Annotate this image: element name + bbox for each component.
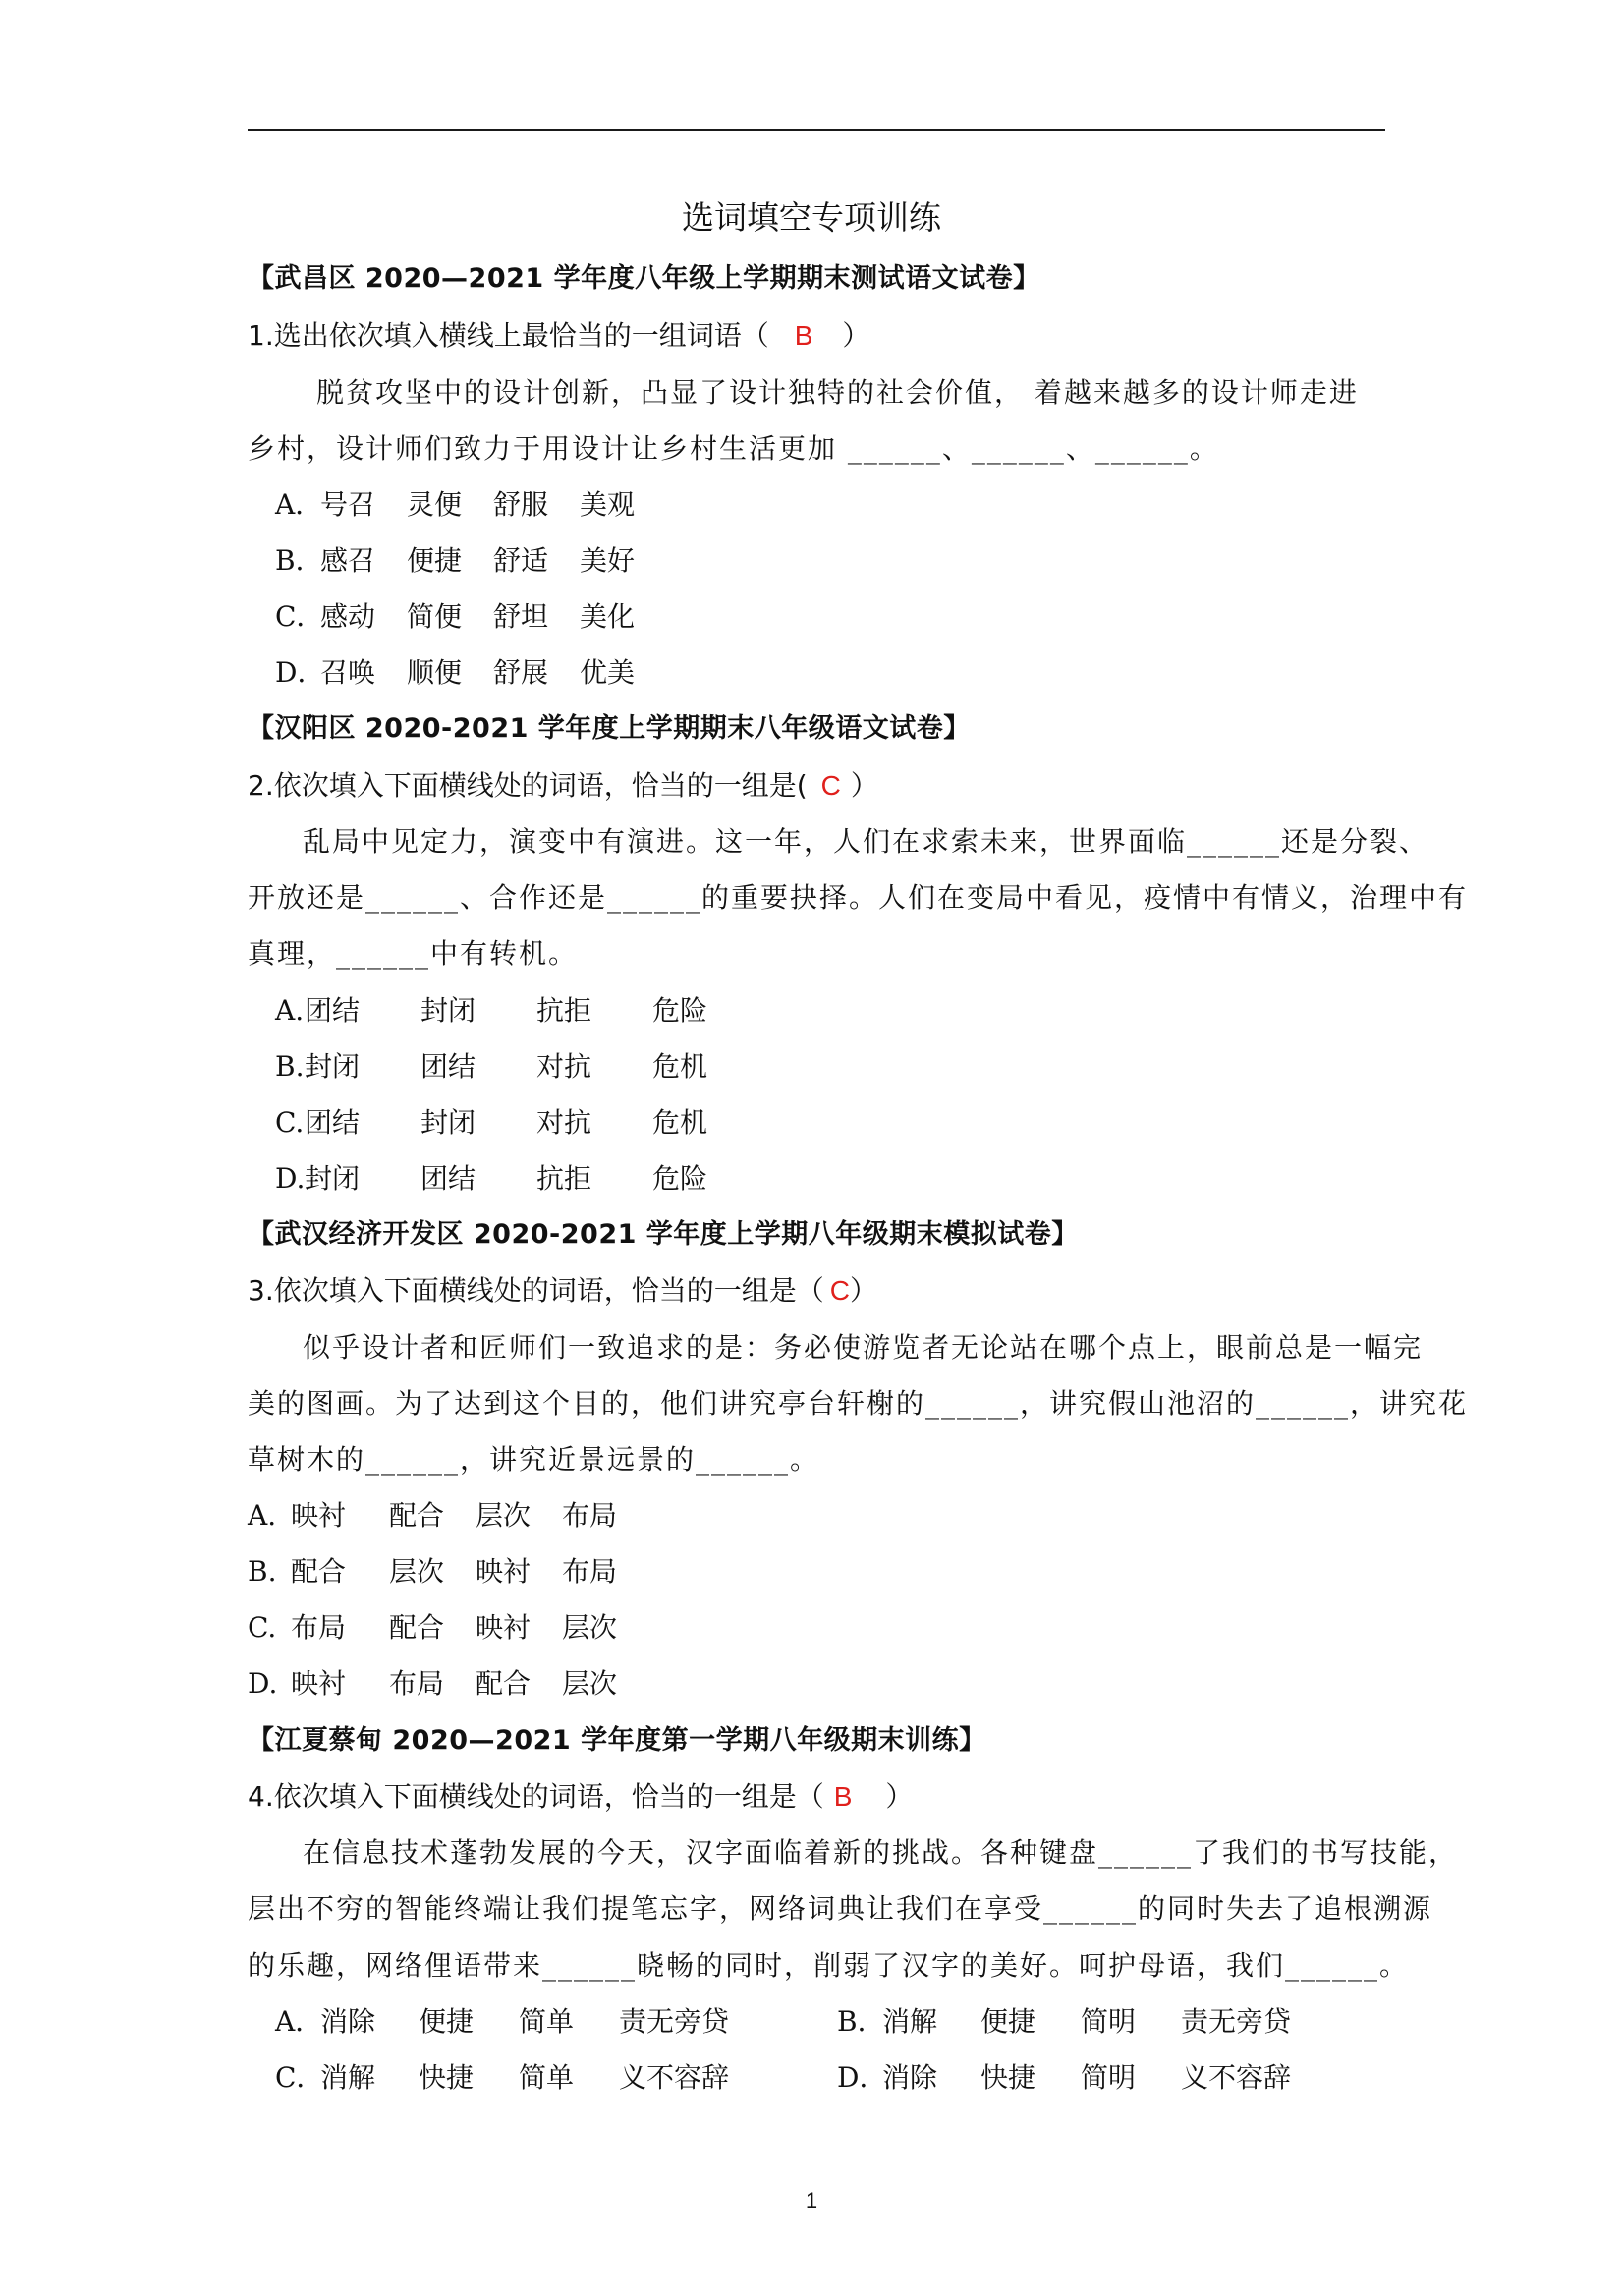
option-word: 舒适 [493,544,549,577]
option-letter: D. [275,1162,306,1195]
question-3-answer: C [829,1275,850,1306]
option-3d [248,1664,617,1704]
question-2-answer: C [820,770,841,801]
option-word: 危机 [652,1106,708,1139]
option-word: 配合 [389,1499,445,1532]
option-4d [837,2058,1291,2098]
option-1b [275,541,635,581]
option-word: 顺便 [407,656,463,689]
option-word: 层次 [562,1611,618,1644]
option-letter: B. [275,1050,305,1083]
question-4 [248,1777,913,1817]
option-word: 对抗 [536,1106,592,1139]
page-number: 1 [805,2188,818,2212]
option-word: 团结 [420,1050,476,1083]
question-2-passage-line-2: 开放还是______、合作还是______的重要抉择。人们在变局中看见，疫情中有情义，治理中有 [248,881,1469,914]
option-word: 层次 [562,1667,618,1700]
option-letter: A． [275,2005,323,2038]
section-3-source: 【武汉经济开发区 2020-2021 学年度上学期八年级期末模拟试卷】 [248,1219,1079,1250]
question-1-passage-line-2: 乡村，设计师们致力于用设计让乡村生活更加 ______、______、______。 [248,432,1219,465]
option-1a [275,485,635,525]
option-letter: A. [275,994,305,1027]
option-letter: B． [837,2005,885,2038]
option-word: 舒展 [493,656,549,689]
option-word: 团结 [305,1106,361,1139]
option-4c [275,2058,729,2098]
question-1 [248,316,869,356]
option-word: 责无旁贷 [1181,2005,1292,2038]
question-2-passage-line-1: 乱局中见定力，演变中有演进。这一年，人们在求索未来，世界面临______还是分裂、 [303,825,1429,858]
option-word: 层次 [476,1499,532,1532]
question-3-text: 3.依次填入下面横线处的词语，恰当的一组是（ [248,1274,824,1307]
option-word: 布局 [562,1499,618,1532]
option-word: 层次 [389,1555,445,1588]
option-word: 美化 [580,600,636,633]
option-2c [275,1103,707,1143]
question-3-passage-line-2: 美的图画。为了达到这个目的，他们讲究亭台轩榭的______，讲究假山池沼的______，讲究花 [248,1387,1469,1420]
question-2-text: 2.依次填入下面横线处的词语，恰当的一组是( [248,769,808,802]
option-word: 优美 [580,656,636,689]
option-word: 简明 [1081,2061,1137,2094]
question-4-passage-line-3: 的乐趣，网络俚语带来______晓畅的同时，削弱了汉字的美好。呵护母语，我们______。 [248,1949,1410,1982]
option-3b [248,1552,617,1592]
option-word: 危险 [652,994,708,1027]
question-4-text: 4.依次填入下面横线处的词语，恰当的一组是（ [248,1780,824,1813]
question-2-close: ） [850,769,878,802]
option-word: 封闭 [420,994,476,1027]
option-word: 封闭 [305,1050,361,1083]
option-word: 布局 [562,1555,618,1588]
section-2-source: 【汉阳区 2020-2021 学年度上学期期末八年级语文试卷】 [248,713,971,744]
question-1-text: 1.选出依次填入横线上最恰当的一组词语（ [248,319,769,352]
option-letter: B． [275,544,323,577]
option-letter: D． [275,656,325,689]
question-1-answer: B [794,320,813,351]
option-letter: D. [248,1667,278,1700]
section-4-source: 【江夏蔡甸 2020—2021 学年度第一学期八年级期末训练】 [248,1725,986,1756]
question-3-passage-line-1: 似乎设计者和匠师们一致追求的是：务必使游览者无论站在哪个点上，眼前总是一幅完 [303,1331,1424,1364]
question-3-close: ） [849,1274,877,1307]
option-letter: A. [248,1499,277,1532]
option-word: 感召 [320,544,376,577]
option-4a [275,2002,729,2042]
option-word: 召唤 [320,656,376,689]
option-word: 对抗 [536,1050,592,1083]
document-title: 选词填空专项训练 [682,198,941,237]
option-word: 便捷 [419,2005,475,2038]
option-letter: C. [275,1106,305,1139]
option-word: 布局 [291,1611,347,1644]
option-word: 简单 [519,2061,575,2094]
option-1d [275,653,635,693]
option-word: 感动 [320,600,376,633]
header-rule [248,129,1385,131]
question-3 [248,1271,877,1311]
option-word: 映衬 [476,1611,532,1644]
option-word: 团结 [305,994,361,1027]
question-1-close: ） [842,319,870,352]
option-2b [275,1047,707,1087]
option-word: 危机 [652,1050,708,1083]
question-4-passage-line-2: 层出不穷的智能终端让我们提笔忘字，网络词典让我们在享受______的同时失去了追根溯源 [248,1892,1433,1925]
option-word: 封闭 [305,1162,361,1195]
option-word: 抗拒 [536,994,592,1027]
question-4-close: ） [885,1780,914,1813]
option-word: 快捷 [980,2061,1036,2094]
option-word: 灵便 [407,488,463,521]
option-3a [248,1496,617,1536]
option-word: 美好 [580,544,636,577]
option-word: 配合 [291,1555,347,1588]
option-word: 配合 [476,1667,532,1700]
option-word: 封闭 [420,1106,476,1139]
option-word: 义不容辞 [1181,2061,1292,2094]
option-letter: B. [248,1555,277,1588]
option-word: 责无旁贷 [619,2005,730,2038]
question-4-passage-line-1: 在信息技术蓬勃发展的今天，汉字面临着新的挑战。各种键盘______了我们的书写技能， [303,1836,1459,1869]
option-letter: D． [837,2061,887,2094]
option-2d [275,1159,707,1199]
option-word: 映衬 [291,1667,347,1700]
option-word: 危险 [652,1162,708,1195]
option-word: 简单 [519,2005,575,2038]
option-word: 简明 [1081,2005,1137,2038]
option-letter: C． [275,600,324,633]
option-word: 号召 [320,488,376,521]
option-4b [837,2002,1291,2042]
option-word: 舒服 [493,488,549,521]
option-word: 义不容辞 [619,2061,730,2094]
option-word: 快捷 [419,2061,475,2094]
option-word: 布局 [389,1667,445,1700]
option-letter: C. [248,1611,277,1644]
option-1c [275,597,635,637]
option-word: 抗拒 [536,1162,592,1195]
option-2a [275,991,707,1031]
option-letter: C． [275,2061,324,2094]
option-3c [248,1608,617,1648]
option-word: 消解 [320,2061,376,2094]
option-word: 舒坦 [493,600,549,633]
question-1-passage-line-1: 脱贫攻坚中的设计创新，凸显了设计独特的社会价值， 着越来越多的设计师走进 [316,376,1359,409]
question-4-answer: B [833,1781,853,1812]
option-word: 消除 [320,2005,376,2038]
option-word: 映衬 [476,1555,532,1588]
question-2 [248,766,878,806]
option-letter: A． [275,488,323,521]
option-word: 团结 [420,1162,476,1195]
question-2-passage-line-3: 真理，______中有转机。 [248,937,579,970]
option-word: 映衬 [291,1499,347,1532]
option-word: 配合 [389,1611,445,1644]
option-word: 便捷 [980,2005,1036,2038]
section-1-source: 【武昌区 2020—2021 学年度八年级上学期期末测试语文试卷】 [248,263,1040,294]
question-3-passage-line-3: 草树木的______，讲究近景远景的______。 [248,1443,820,1476]
option-word: 美观 [580,488,636,521]
option-word: 便捷 [407,544,463,577]
option-word: 消解 [882,2005,938,2038]
option-word: 消除 [882,2061,938,2094]
option-word: 简便 [407,600,463,633]
